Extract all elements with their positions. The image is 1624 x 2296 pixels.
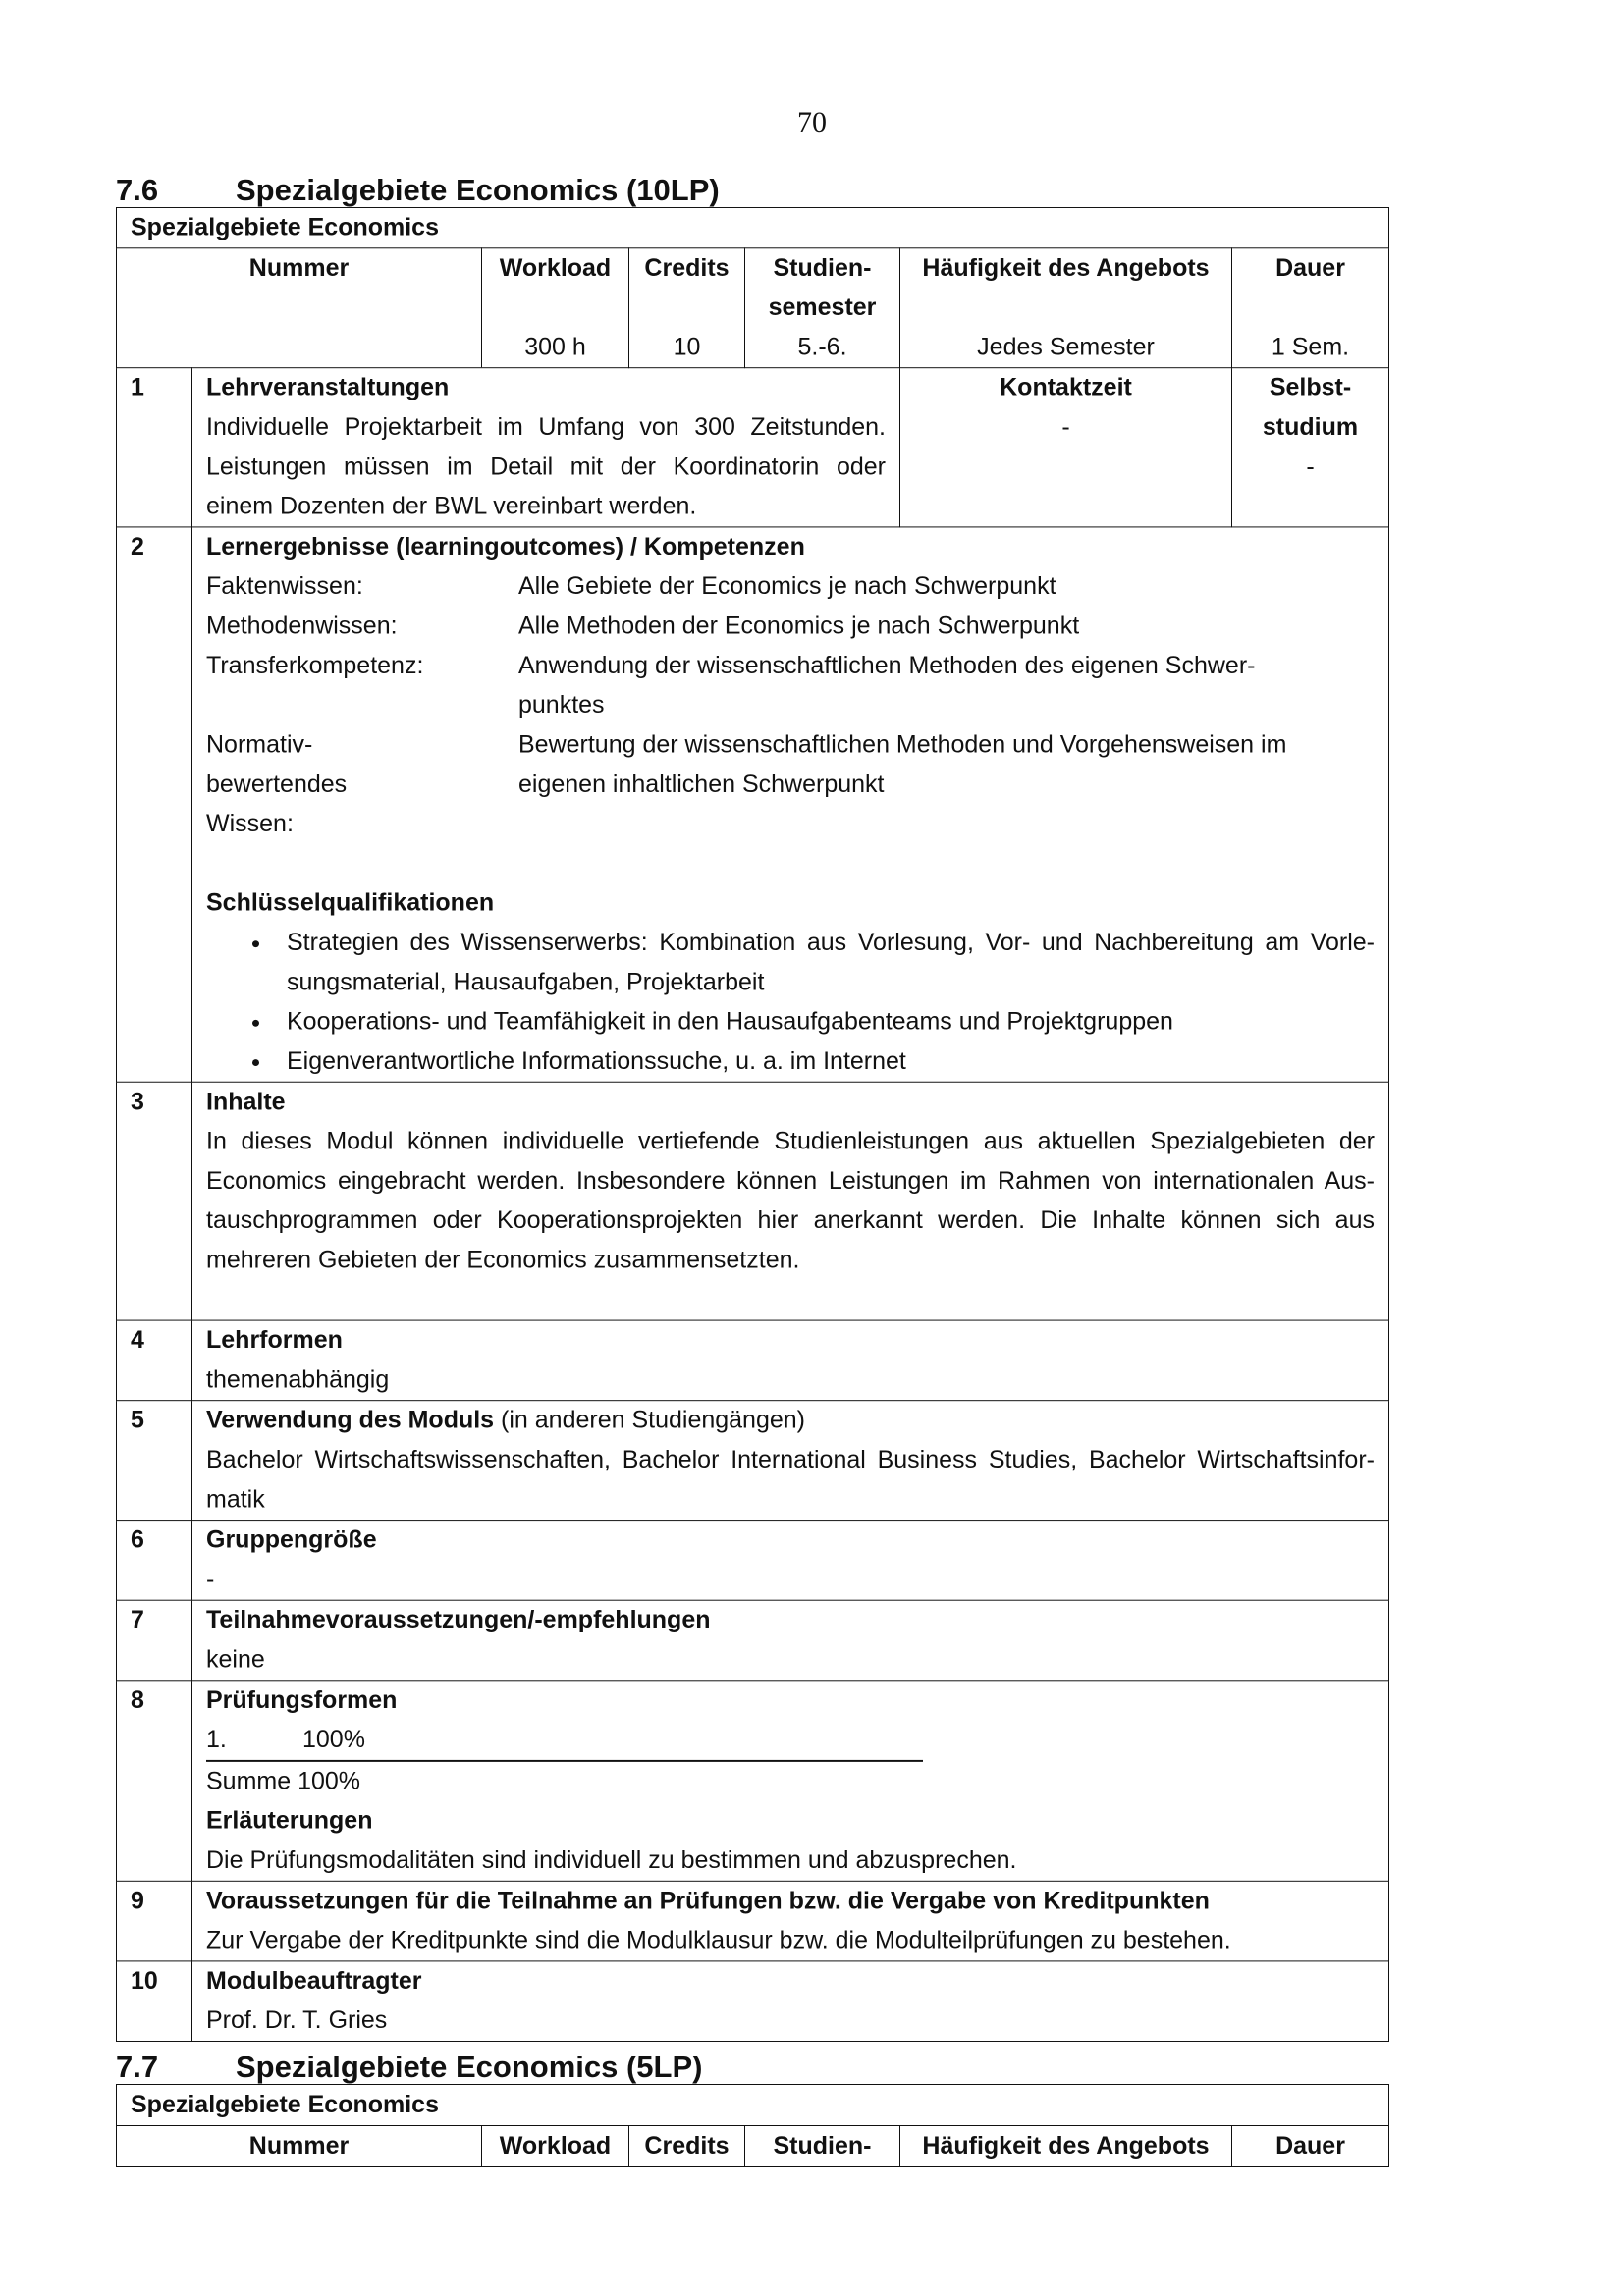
schluesselqualifikationen-list (206, 924, 1375, 1082)
row-6-gruppengroesse (117, 1521, 1389, 1601)
row-title: Lehrveranstaltungen (206, 374, 450, 401)
exam-entry: 1. 100% (206, 1721, 923, 1762)
row-number: 9 (117, 1881, 192, 1961)
header-nummer: Nummer (117, 2126, 482, 2167)
kontaktzeit-cell: Kontaktzeit - (900, 368, 1232, 527)
section-heading-7-7 (116, 2050, 702, 2085)
row-title: Modulbeauftragter (206, 1967, 422, 1995)
module-table-7-7 (116, 2084, 1389, 2167)
row-2-lernergebnisse (117, 527, 1389, 1082)
row-text: themenabhängig (206, 1365, 390, 1394)
row-title: Teilnahmevoraussetzungen/-empfehlungen (206, 1606, 711, 1634)
row-3-inhalte (117, 1082, 1389, 1320)
row-text: keine (206, 1645, 265, 1674)
header-haeufigkeit: Häufigkeit des Angebots (900, 2126, 1232, 2167)
page-number: 70 (797, 106, 827, 138)
header-row (117, 2126, 1389, 2167)
modulbeauftragter-cell (192, 1961, 1389, 2042)
section-title: Spezialgebiete Economics (5LP) (236, 2050, 703, 2084)
row-10-modulbeauftragter (117, 1961, 1389, 2042)
row-title: Lernergebnisse (learningoutcomes) / Kompetenzen (206, 533, 805, 561)
row-title: Inhalte (206, 1088, 286, 1116)
header-studiensemester: Studien- semester 5.-6. (745, 248, 900, 368)
gruppengroesse-cell (192, 1521, 1389, 1601)
teilnahmevoraussetzungen-cell (192, 1600, 1389, 1681)
pruefungsformen-cell (192, 1681, 1389, 1881)
section-number: 7.7 (116, 2050, 159, 2084)
row-number: 10 (117, 1961, 192, 2042)
row-text: Zur Vergabe der Kreditpunkte sind die Modulklausur bzw. die Modulteilprüfungen zu bestehen. (206, 1927, 1231, 1954)
exam-sum: Summe 100% (206, 1767, 361, 1795)
schluesselqualifikationen-title: Schlüsselqualifikationen (206, 889, 495, 917)
value-workload: 300 h (524, 333, 586, 361)
erlaeuterungen-text: Die Prüfungsmodalitäten sind individuell zu bestimmen und abzusprechen. (206, 1846, 1017, 1874)
header-credits: Credits 10 (629, 248, 745, 368)
lehrformen-cell (192, 1320, 1389, 1401)
row-title: Verwendung des Moduls (in anderen Studiengängen) (206, 1407, 806, 1434)
row-title: Voraussetzungen für die Teilnahme an Prüfungen bzw. die Vergabe von Kreditpunkten (206, 1887, 1210, 1915)
row-text: Individuelle Projektarbeit im Umfang von 300 Zeitstunden. Leistungen müssen im Detail mit der Koordinatorin oder einem Dozenten der BWL vereinbart werden. (206, 413, 886, 520)
voraussetzungen-cell (192, 1881, 1389, 1961)
row-number: 7 (117, 1600, 192, 1681)
section-title: Spezialgebiete Economics (10LP) (236, 173, 720, 207)
header-haeufigkeit: Häufigkeit des Angebots Jedes Semester (900, 248, 1232, 368)
inhalte-cell (192, 1082, 1389, 1320)
row-number: 3 (117, 1082, 192, 1320)
value-semester: 5.-6. (797, 333, 847, 361)
row-8-pruefungsformen (117, 1681, 1389, 1881)
header-dauer: Dauer (1232, 2126, 1389, 2167)
header-studiensemester: Studien- (745, 2126, 900, 2167)
module-table-7-6 (116, 207, 1389, 2042)
module-name-row (117, 207, 1389, 247)
list-item: • Kooperations- und Teamfähigkeit in den Hausaufgabenteams und Projektgruppen (273, 1002, 1375, 1041)
header-workload: Workload 300 h (482, 248, 629, 368)
row-number: 4 (117, 1320, 192, 1401)
row-text: Bachelor Wirtschaftswissenschaften, Bachelor International Business Studies, Bachelor Wirtschaftsinfor-matik (206, 1446, 1375, 1514)
header-nummer: Nummer (117, 248, 482, 368)
value-dauer: 1 Sem. (1271, 333, 1350, 361)
value-credits: 10 (673, 333, 701, 361)
row-text: - (206, 1566, 215, 1593)
verwendung-cell (192, 1401, 1389, 1521)
row-title: Lehrformen (206, 1326, 343, 1355)
header-dauer: Dauer 1 Sem. (1232, 248, 1389, 368)
value-haeufigkeit: Jedes Semester (977, 333, 1155, 361)
row-4-lehrformen (117, 1320, 1389, 1401)
module-name: Spezialgebiete Economics (117, 2085, 1389, 2126)
section-heading-7-6 (116, 173, 720, 208)
row-9-voraussetzungen (117, 1881, 1389, 1961)
row-number: 2 (117, 527, 192, 1082)
section-number: 7.6 (116, 173, 159, 207)
module-name-row (117, 2085, 1389, 2126)
erlaeuterungen-title: Erläuterungen (206, 1807, 373, 1835)
row-1-lehrveranstaltungen (117, 368, 1389, 527)
row-5-verwendung (117, 1401, 1389, 1521)
header-workload: Workload (482, 2126, 629, 2167)
list-item: • Eigenverantwortliche Informationssuche, u. a. im Internet (273, 1041, 1375, 1081)
lernergebnisse-cell: Lernergebnisse (learningoutcomes) / Kompetenzen Faktenwissen: Alle Gebiete der Economics je nach Schwerpunkt Methodenwissen: Alle Methoden der Economics je nach Schwerpunkt Transferkompetenz: Anwendung der wissenschaftlichen Methoden des eigenen Schwer-punktes Normativ-bewertendes Wissen: Bewertung der wissenschaftlichen Methoden und Vorgehensweisen im eigenen inhaltlichen Schwerpunkt Schlüsselqualifikationen • Strategien des Wissenserwerbs: Kombination aus Vorlesung, Vor- und Nachbereitung am Vorle-sungsmaterial, Hausaufgaben, Projektarbeit • Kooperations- und Teamfähigkeit in den Hausaufgabenteams und Projektgruppen • Eigenverantwortliche Informationssuche, u. a. im Internet (192, 527, 1389, 1082)
header-row (117, 248, 1389, 368)
row-title: Prüfungsformen (206, 1686, 398, 1714)
selbststudium-cell: Selbst- studium - (1232, 368, 1389, 527)
row-7-teilnahmevoraussetzungen (117, 1600, 1389, 1681)
lehrveranstaltungen-cell (192, 368, 900, 527)
module-name: Spezialgebiete Economics (117, 207, 1389, 247)
row-title: Gruppengröße (206, 1525, 377, 1554)
list-item: • Strategien des Wissenserwerbs: Kombination aus Vorlesung, Vor- und Nachbereitung am Vorle-sungsmaterial, Hausaufgaben, Projektarbeit (273, 924, 1375, 1003)
row-text: In dieses Modul können individuelle vertiefende Studienleistungen aus aktuellen Spezialgebieten der Economics eingebracht werden. Insbesondere können Leistungen im Rahmen von internationalen Aus-tauschprogrammen oder Kooperationsprojekten hier anerkannt werden. Die Inhalte können sich aus mehreren Gebieten der Economics zusammensetzten. (206, 1127, 1375, 1274)
row-number: 8 (117, 1681, 192, 1881)
row-number: 5 (117, 1401, 192, 1521)
row-text: Prof. Dr. T. Gries (206, 2006, 388, 2035)
row-number: 1 (117, 368, 192, 527)
row-number: 6 (117, 1521, 192, 1601)
header-credits: Credits (629, 2126, 745, 2167)
